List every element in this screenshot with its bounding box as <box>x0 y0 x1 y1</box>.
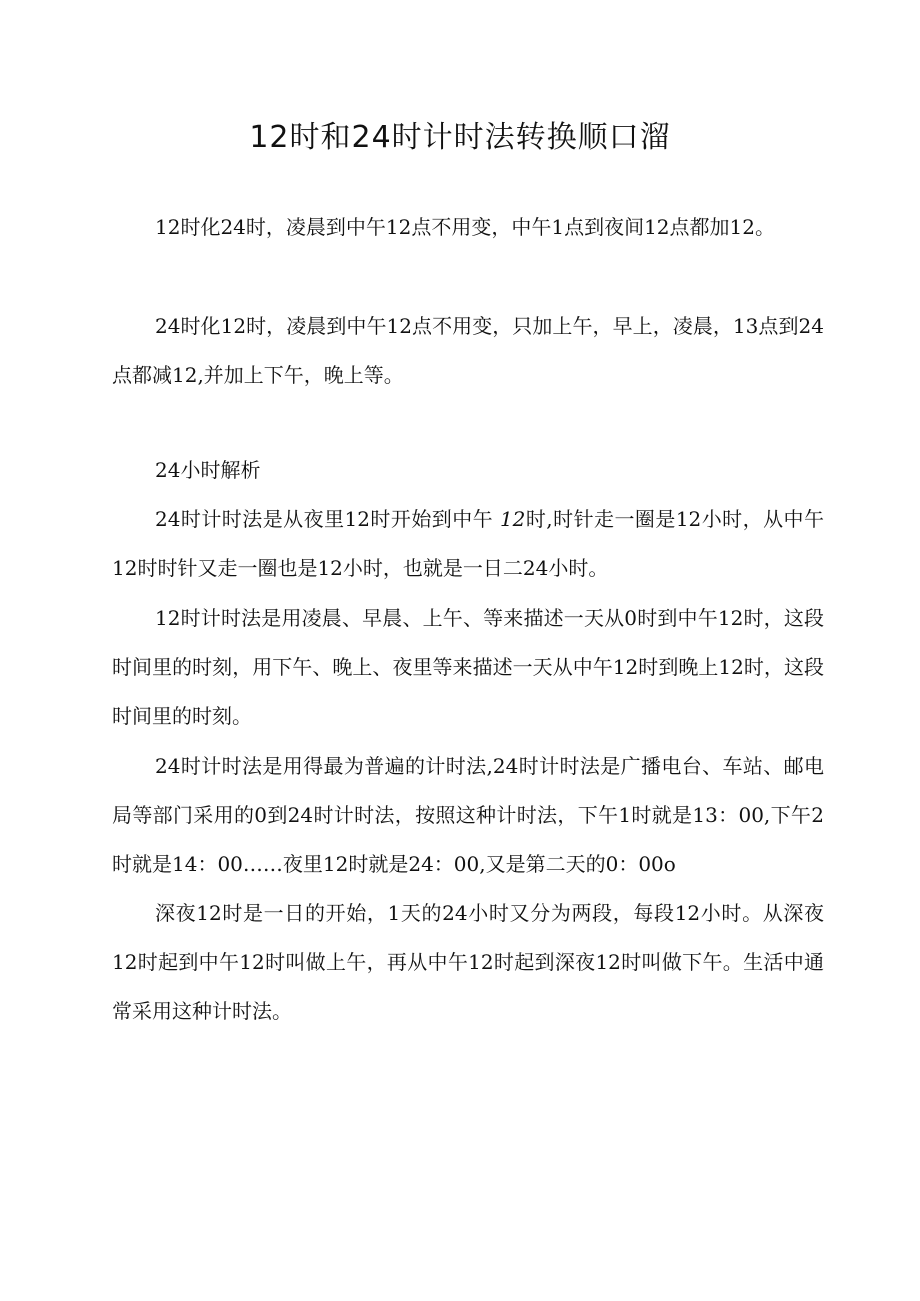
paragraph-text: 12时化24时，凌晨到中午12点不用变，中午1点到夜间12点都加12。 <box>155 215 775 239</box>
paragraph-24h-explanation <box>112 495 824 593</box>
paragraph-text: 深夜12时是一日的开始，1天的24小时又分为两段，每段12小时。从深夜12时起到中午12时叫做上午，再从中午12时起到深夜12时叫做下午。生活中通常采用这种计时法。 <box>112 901 824 1023</box>
paragraph-text: 12时计时法是用凌晨、早晨、上午、等来描述一天从0时到中午12时，这段时间里的时刻，用下午、晚上、夜里等来描述一天从中午12时到晚上12时，这段时间里的时刻。 <box>112 606 824 728</box>
italic-number: 12 <box>499 507 526 531</box>
paragraph-text-part: 24时计时法是从夜里12时开始到中午 <box>155 507 500 531</box>
document-title: 12时和24时计时法转换顺口溜 <box>249 120 671 155</box>
paragraph-24h-to-12h <box>112 302 824 400</box>
section-heading: 24小时解析 <box>155 458 261 482</box>
paragraph-12h-explanation <box>112 594 824 741</box>
paragraph-text: 24时计时法是用得最为普遍的计时法,24时计时法是广播电台、车站、邮电局等部门采用的0到24时计时法，按照这种计时法，下午1时就是13：00,下午2时就是14：00……夜里12时就是24：00,又是第二天的0：00o <box>112 754 824 876</box>
paragraph-text: 24时化12时，凌晨到中午12点不用变，只加上午，早上，凌晨，13点到24点都减12,并加上下午，晚上等。 <box>112 314 824 387</box>
paragraph-day-division <box>112 889 824 1036</box>
paragraph-text-part: 时,时针走一圈是12小时，从中午12时时针又走一圈也是12小时，也就是一日二24小时。 <box>112 507 824 580</box>
paragraph-text <box>112 495 824 593</box>
paragraph-24h-usage <box>112 742 824 889</box>
paragraph-12h-to-24h <box>112 203 824 252</box>
